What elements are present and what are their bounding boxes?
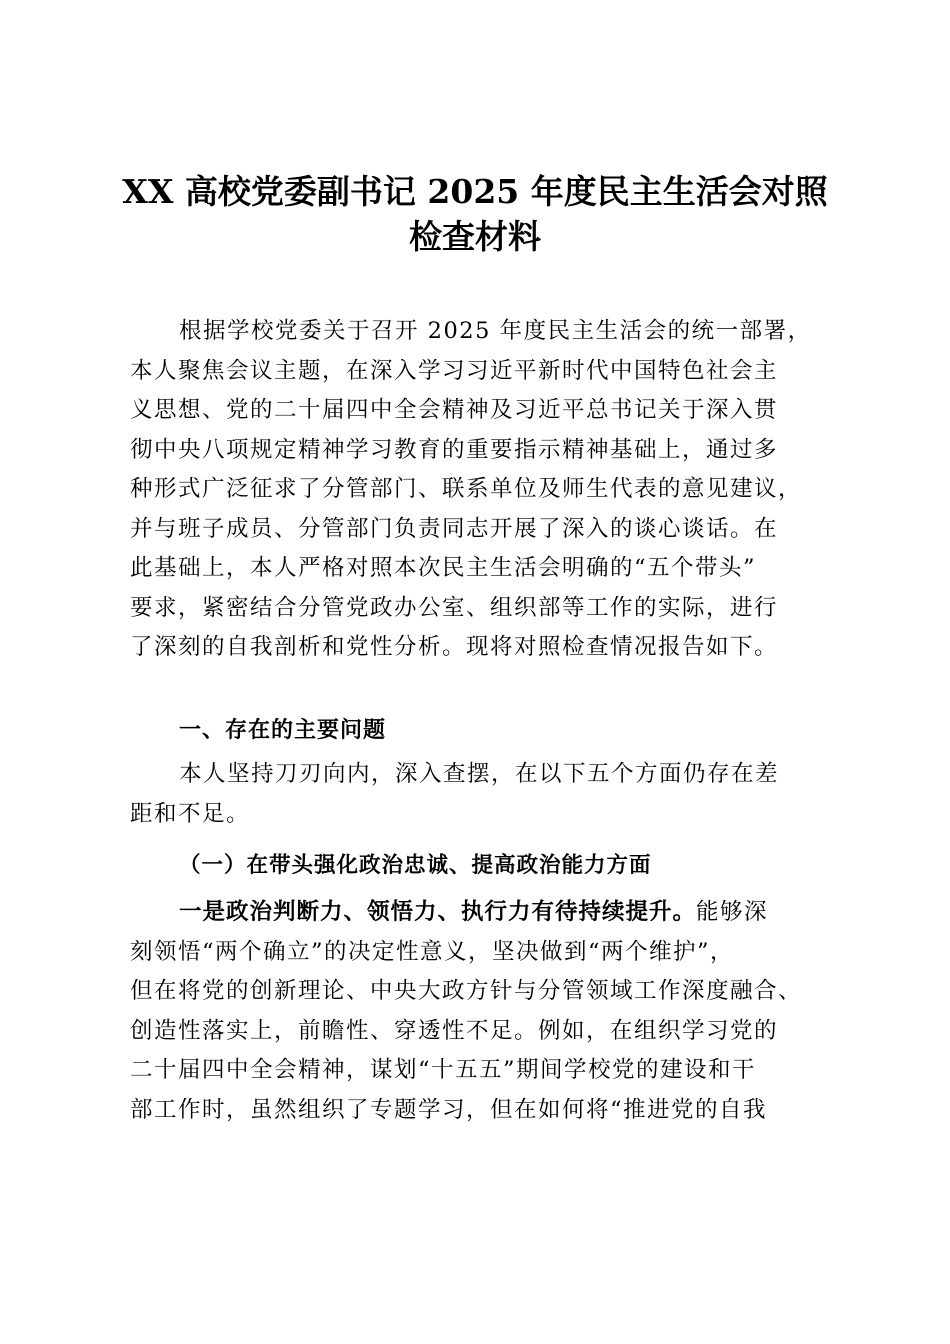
- intro-line: 种形式广泛征求了分管部门、联系单位及师生代表的意见建议，: [130, 476, 803, 502]
- section-heading-problems: 一、存在的主要问题: [179, 718, 387, 743]
- intro-line: 要求，紧密结合分管党政办公室、组织部等工作的实际，进行: [130, 594, 779, 621]
- point-1-paragraph: [130, 893, 830, 1130]
- document-title-line-2: 检查材料: [409, 217, 541, 256]
- intro-line: 此基础上，本人严格对照本次民主生活会明确的“五个带头”: [130, 555, 757, 581]
- point-1-first-line: [130, 893, 830, 933]
- intro-line: 本人聚焦会议主题，在深入学习习近平新时代中国特色社会主: [130, 357, 779, 384]
- intro-paragraph: [130, 312, 830, 668]
- intro-line: 彻中央八项规定精神学习教育的重要指示精神基础上，通过多: [130, 436, 779, 463]
- section-intro-line: 距和不足。: [130, 800, 251, 827]
- point-1-lead: 一是政治判断力、领悟力、执行力有待持续提升。: [179, 899, 697, 925]
- subsection-heading-political-loyalty: （一）在带头强化政治忠诚、提高政治能力方面: [179, 853, 652, 878]
- intro-line: 了深刻的自我剖析和党性分析。现将对照检查情况报告如下。: [130, 634, 779, 660]
- point-1-line: 但在将党的创新理论、中央大政方针与分管领域工作深度融合、: [130, 978, 803, 1004]
- point-1-line: 二十届四中全会精神，谋划“十五五”期间学校党的建设和干: [130, 1057, 757, 1083]
- intro-line: 根据学校党委关于召开 2025 年度民主生活会的统一部署，: [179, 318, 812, 344]
- point-1-line: 创造性落实上，前瞻性、穿透性不足。例如，在组织学习党的: [130, 1017, 779, 1044]
- intro-line: 义思想、党的二十届四中全会精神及习近平总书记关于深入贯: [130, 397, 779, 423]
- point-1-first-tail: 能够深: [696, 899, 769, 925]
- point-1-line: 刻领悟“两个确立”的决定性意义，坚决做到“两个维护”，: [130, 938, 735, 965]
- section-intro-paragraph: [130, 755, 830, 834]
- point-1-line: 部工作时，虽然组织了专题学习，但在如何将“推进党的自我: [130, 1096, 768, 1123]
- intro-line: 并与班子成员、分管部门负责同志开展了深入的谈心谈话。在: [130, 515, 779, 542]
- section-intro-line: 本人坚持刀刃向内，深入查摆，在以下五个方面仍存在差: [179, 761, 780, 787]
- document-title-line-1: XX 高校党委副书记 2025 年度民主生活会对照: [122, 172, 828, 211]
